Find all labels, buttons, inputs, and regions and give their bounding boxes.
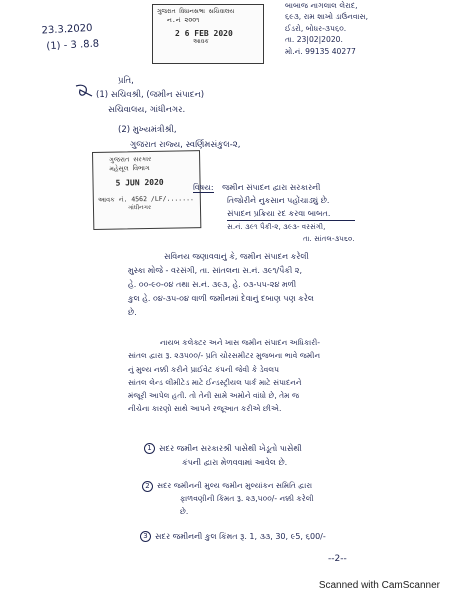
handwritten-arrow-mark: [74, 82, 96, 100]
point-2: [142, 480, 314, 519]
point-2-line-2: ફાળવણીની કિંમત રૂ. ૨૩,૫૦૦/- નક્કી કરેલી: [180, 493, 314, 503]
scanner-watermark: Scanned with CamScanner: [318, 580, 440, 591]
recipient-1-line1: (1) સચિવશ્રી, (જમીન સંપાદન): [96, 90, 205, 101]
point-2-number: 2: [142, 481, 153, 492]
para2-line-5: મંજૂરી આપેલ હતી. તો તેની સામે અમોને વાંધો છે, તેમ જ: [128, 391, 300, 401]
stamp-top-line3: 2 6 FEB 2020: [175, 29, 233, 38]
stamp-mid-line5: ગાંધીનગર: [127, 203, 152, 212]
body-paragraph-2: [54, 336, 320, 416]
address-line-1: બાબાજ નાગલાલ લેરાદ,: [285, 1, 358, 10]
address-line-2: ૬૯૩, રામ શાખો ડાઉનવાસ,: [285, 12, 369, 22]
para2-line-6: નીચેના કારણો સાથે આપને રજૂઆત કરીએ છીએ.: [128, 404, 282, 414]
receipt-stamp-top: [152, 4, 264, 64]
para1-line-3: હે. ૦૦-૯૦-૦૪ તથા સ.નં. ૩૯૩, હે. ૦૩-૫૫-૨૪ મળી: [128, 280, 297, 289]
address-mobile: મો.નં. 99135 40277: [285, 46, 356, 56]
stamp-mid-line1: ગુજરાત સરકાર: [109, 154, 152, 164]
point-1-number: 1: [144, 443, 155, 454]
subject-block: [193, 182, 355, 244]
recipient-1-line2: સચિવાલય, ગાંધીનગર.: [108, 104, 186, 115]
stamp-mid-line4: આવક નં. 4562 /LF/.......: [97, 194, 195, 204]
point-2-line-3: છે.: [180, 506, 189, 516]
recipient-2-line2: ગુજરાત રાજ્ય, સ્વર્ણિમસંકુલ-૨,: [130, 139, 241, 150]
para2-line-4: સાંતલ લેન્ડ લીમીટેડ માટે ઈન્ડસ્ટ્રીયલ પાર્ક માટે સંપાદનને: [128, 377, 302, 387]
stamp-top-line2: ન.નં ૨૦૦૧: [167, 16, 200, 24]
point-3-line-1: સદર જમીનની કુલ કિંમત રૂ. 1, ૩૩, 30, ૯5, ૬00/-: [155, 532, 326, 541]
para1-line-2: મુસ્કા મોજે - વરસંગી, તા. સાંતલના સ.નં. ૩૯૧/પૈકી ૨,: [128, 266, 303, 275]
stamp-top-line1: ગુજરાત વિધાનસભા સચિવાલય: [157, 8, 235, 15]
signature-mark: --2--: [328, 554, 347, 564]
scanned-letter-page: [40, 0, 410, 575]
note-date: 23.3.2020: [41, 22, 93, 37]
point-2-line-1: સદર જમીનની મુલ્ય જમીન મુલ્યાંકન સમિતિ દ્વારા: [157, 481, 313, 490]
body-paragraph-1: [54, 250, 314, 320]
para1-line-4: કુલ હે. ૦૪-૩૫-૦૪ વાળી જમીનમાં દેવાનું દબાણ પણ કરેલ: [128, 294, 314, 303]
para2-line-3: નું મુલ્ય નક્કી કરીને પ્રાઈવેટ કંપની જેવી કે ડેવલપ: [128, 364, 280, 374]
sender-address: [285, 0, 368, 57]
para2-line-1: નાયબ કલેક્ટર અને ખાસ જમીન સંપાદન અધિકારી-: [160, 338, 321, 347]
stamp-mid-line2: મહેસૂલ વિભાગ: [109, 163, 150, 173]
address-line-3: ઈડરો, બોધર-૩૫૬૦.: [285, 23, 347, 33]
note-ref: (1) - 3 .8.8: [46, 38, 100, 53]
subject-line-2: તિજોરીને નુકસાન પહોંચાડ્યું છે.: [227, 195, 330, 205]
point-1-line-2: કંપની દ્વારા મેળવવામાં આવેલ છે.: [182, 457, 288, 467]
receipt-stamp-mid: [92, 150, 201, 230]
point-3: [140, 530, 326, 544]
para1-line-5: છે.: [128, 308, 137, 317]
subject-label: વિષય:: [193, 183, 214, 192]
subject-line-4: સ.નં. ૩૯૧ પૈકી-૨, ૩૯૩- વરસંગી,: [227, 222, 326, 232]
address-date: તા. 23|02|2020.: [285, 35, 343, 45]
stamp-mid-line3: 5 JUN 2020: [115, 177, 164, 188]
point-1-line-1: સદર જમીન સરકારશ્રી પાસેથી ખેડૂતો પાસેથી: [159, 444, 302, 453]
stamp-top-line4: આવક: [193, 38, 209, 45]
point-3-number: 3: [140, 531, 151, 542]
para1-line-1: સવિનય જણાવવાનું કે, જમીન સંપાદન કરેલી: [164, 252, 309, 261]
point-1: [144, 442, 302, 469]
recipient-2-line1: (2) મુખ્યમંત્રીશ્રી,: [118, 125, 177, 136]
prati-label: પ્રતિ,: [118, 76, 134, 86]
subject-line-5: તા. સાંતલ-૩૫૬૦.: [303, 233, 355, 243]
subject-line-3: સંપાદન પ્રક્રિયા રદ કરવા બાબત.: [227, 208, 355, 222]
para2-line-2: સાંતલ દ્વારા રૂ. ૨૩૫૦૦/- પ્રતિ ચોરસમીટર મુજબના ભાવે જમીન: [128, 351, 321, 361]
subject-line-1: જમીન સંપાદન દ્વારા સરકારની: [222, 183, 321, 192]
top-left-note: [41, 21, 99, 56]
